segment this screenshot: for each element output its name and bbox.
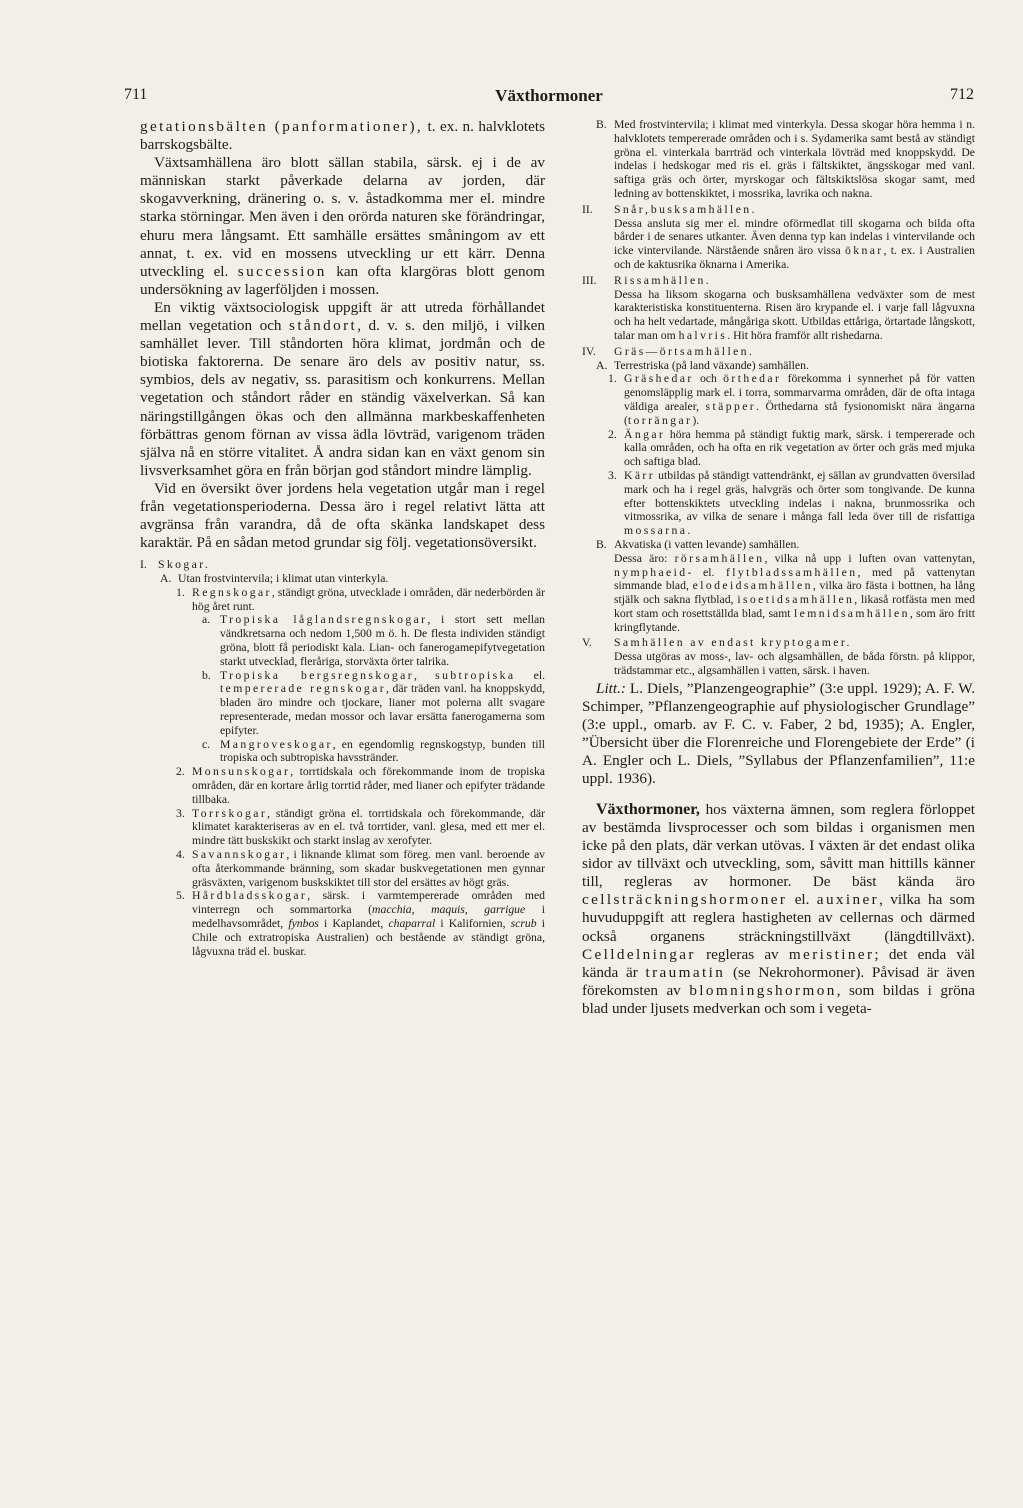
list-item: 1. Gräshedar och örthedar förekomma i synnerhet på för vatten genomsläpplig mark el. i torra, sommarvarma områden, där de ofta intaga väldiga arealer, stäpper. Örthedarna stå fysionomiskt nära ängarna (torrängar). [608, 372, 976, 427]
page-number-right: 712 [950, 86, 974, 103]
list-item: B. Med frostvintervila; i klimat med vinterkyla. Dessa skogar höra hemma i n. halvklotets tempererade områden och i s. Sydamerika samt bestå av ständigt gröna el. vinterkala barrträd och vinterkala lövträd med knoppskydd. De indelas i hedskogar med ris el. gräs i fältskiktet, ängsskogar med vanl. saftiga gräs och örter, myrskogar och fältskiktslösa skogar samt, med ledning av bottenskiktet, i mossrika, lavrika och nakna. [596, 118, 975, 200]
paragraph-formations: getationsbälten (panformationer), t. ex. n. halvklotets barrskogsbälte. [140, 118, 546, 154]
list-item: V. Samhällen av endast kryptogamer. Dessa utgöras av moss-, lav- och algsamhällen, de båda förstn. på klippor, trädstammar etc., algsamhällen i vatten, särsk. i haven. [582, 636, 975, 678]
list-item: c. Mangroveskogar, en egendomlig regnskogstyp, bunden till tropiska och subtropiska havsstränder. [202, 737, 545, 765]
literature-references: Litt.: L. Diels, ”Planzengeographie” (3:e uppl. 1929); A. F. W. Schimper, ”Pflanzengeographie auf physiologischer Grundlage” (3:e uppl., omarb. av F. C. v. Faber, 2 bd, 1935); A. Engler, ”Übersicht über die Florenreiche und Florengebiete der Erde” (i A. Engler och L. Diels, ”Syllabus der Pflanzenfamilien”, 11:e uppl. 1936). [582, 679, 975, 787]
list-item: IV. Gräs—örtsamhällen. [582, 344, 755, 358]
paragraph-succession: Växtsamhällena äro blott sällan stabila, särsk. ej i de av människan starkt påverkade delarna av jorden, där skogavverkning, dränering o. s. v. åstadkomma mer el. mindre starka störningar. Men även i den orörda naturen ske förändringar, ehuru mera långsamt. Ett samhälle ersättes småningom av ett annat, t. ex. vid en mossens utveckling ur ett kärr. Denna utveckling el. succession kan ofta klargöras blott genom undersökning av lagerföljden i mossen. [140, 154, 545, 298]
list-item: A. Terrestriska (på land växande) samhällen. [596, 358, 809, 372]
paragraph-standort: En viktig växtsociologisk uppgift är att utreda förhållandet mellan vegetation och ståndort, d. v. s. den miljö, i vilken samhället lever. Till ståndorten höra klimat, jordmån och de biotiska faktorerna. De senare äro dels av positiv natur, ss. symbios, dels av negativ, ss. parasitism och konkurrens. Mellan vegetation och ståndort råder en ständig växelverkan. Så kan näringstillgången ökas och den allmänna markbeskaffenheten förbättras genom förnan av vissa ädla lövträd, varigenom träden själva nå en större vitalitet. Å andra sidan kan en växt genom sin livsverksamhet göra en från början god ståndort mindre lämplig. [140, 298, 546, 479]
list-item: a. Tropiska låglandsregnskogar, i stort sett mellan vändkretsarna och nedom 1,500 m ö. h. De flesta individen ständigt gröna, blott få periodiskt kala. Lian- och fanerogamepifytvegetation starkt utvecklad, fleråriga, storväxta örter talrika. [202, 613, 545, 668]
list-item: 1. Regnskogar, ständigt gröna, utvecklade i områden, där nederbörden är hög året runt. [176, 585, 545, 613]
running-title: Växthormoner [495, 86, 603, 105]
list-item: b. Tropiska bergsregnskogar, subtropiska el. tempererade regnskogar, där träden vanl. ha knoppskydd, bladen äro mindre och tjockare, lianer mot polerna allt svagare representerade, medan mossor och lavar ersätta fanerogamerna som epifyter. [202, 668, 545, 737]
list-item: 3. Torrskogar, ständigt gröna el. torrtidskala och förekommande, där klimatet karakteriseras av en el. två torrtider, vanl. glesa, med ett mer el. mindre tätt buskskikt och starkt inslag av xerofyter. [176, 806, 545, 848]
article-headword: Växthormoner, [596, 800, 700, 818]
list-item: 5. Hårdbladsskogar, särsk. i varmtempererade områden med vinterregn och sommartorka (macchia, maquis, garrigue i medelhavsområdet, fynbos i Kaplandet, chaparral i Kalifornien, scrub i Chile och extratropiska Australien) och bestående av ständigt gröna, lågvuxna träd el. buskar. [176, 889, 545, 958]
list-item: A. Utan frostvintervila; i klimat utan vinterkyla. [160, 572, 389, 586]
right-column [582, 118, 975, 1018]
list-item: II. Snår, busksamhällen. Dessa ansluta sig mer el. mindre oförmedlat till skogarna och bilda ofta bårder i de senares utkanter. Även denna typ kan indelas i vintervilande och icke vintervilande. Närstående snåren äro vissa öknar, t. ex. i Australien och de kaktusrika öknarna i Amerika. [582, 202, 975, 271]
article-vaxthormoner: Växthormoner, hos växterna ämnen, som reglera förloppet av bestämda livsprocesser och som bildas i organismen men icke på den plats, där verkan utövas. I växten är det endast olika sidor av tillväxt och utveckling, som, såvitt man hittills känner till, regleras av hormoner. De bäst kända äro cellsträckningshormoner el. auxiner, vilka ha som huvuduppgift att reglera hastigheten av cellernas och därmed också organens sträckningstillväxt (längdtillväxt). Celldelningar regleras av meristiner; det enda väl kända är traumatin (se Nekrohormoner). Påvisad är även förekomsten av blomningshormon, som bildas i gröna blad under ljusets medverkan och som i vegeta- [582, 800, 976, 1017]
list-item: III. Rissamhällen. Dessa ha liksom skogarna och busksamhällena vedväxter som de mest karakteristiska konstituenterna. Risen äro krypande el. i varje fall lågvuxna och ha helt vedartade, mångåriga skott. Utbildas ettåriga, örtartade långskott, talar man om halvris. Hit höra framför allt rishedarna. [582, 273, 975, 342]
list-item: I. Skogar. [140, 558, 211, 572]
page-number-left: 711 [124, 86, 148, 103]
paragraph-overview: Vid en översikt över jordens hela vegetation utgår man i regel från vegetationsperioderna. Dessa äro i regel relativt lätta att avgränsa från varandra, då de ofta skänka landskapet dess karaktär. På en sådan metod grundar sig följ. vegetationsöversikt. [140, 479, 545, 552]
list-item: 4. Savannskogar, i liknande klimat som föreg. men vanl. beroende av ofta återkommande bränning, som skadar buskvegetationen men gynnar gräsväxten, varigenom buskskiktet till stor del ersättes av högt gräs. [176, 847, 545, 889]
vegetation-list-continued [582, 118, 975, 678]
vegetation-list [140, 558, 545, 958]
list-item: 2. Monsunskogar, torrtidskala och förekommande inom de tropiska områden, där en kortare årlig torrtid råder, med lianer och epifyter trädande tillbaka. [176, 765, 545, 806]
list-item: B. Akvatiska (i vatten levande) samhällen. Dessa äro: rörsamhällen, vilka nå upp i luften ovan vattenytan, nymphaeid- el. flytbladssamhällen, med på vattenytan simmande blad, elodeidsamhällen, vilka äro fästa i bottnen, ha lång stjälk och sakna flytblad, isoetidsamhällen, likaså rotfästa men med kort stam och rosettställda blad, samt lemnidsamhällen, som äro fritt kringflytande. [596, 537, 975, 634]
list-item: 3. Kärr utbildas på ständigt vattendränkt, ej sällan av grundvatten översilad mark och ha i regel gräs, halvgräs och örter som tongivande. De kunna efter bottenskiktets utveckling indelas i nakna, brunmossrika och vitmossrika, av vilka de senare i många fall leda över till de risfattiga mossarna. [608, 468, 975, 538]
left-column [140, 118, 545, 958]
list-item: 2. Ängar höra hemma på ständigt fuktig mark, särsk. i tempererade och kalla områden, och ha ofta en rik vegetation av örter och gräs med mjuka och saftiga blad. [608, 427, 975, 469]
page-header [124, 86, 974, 110]
